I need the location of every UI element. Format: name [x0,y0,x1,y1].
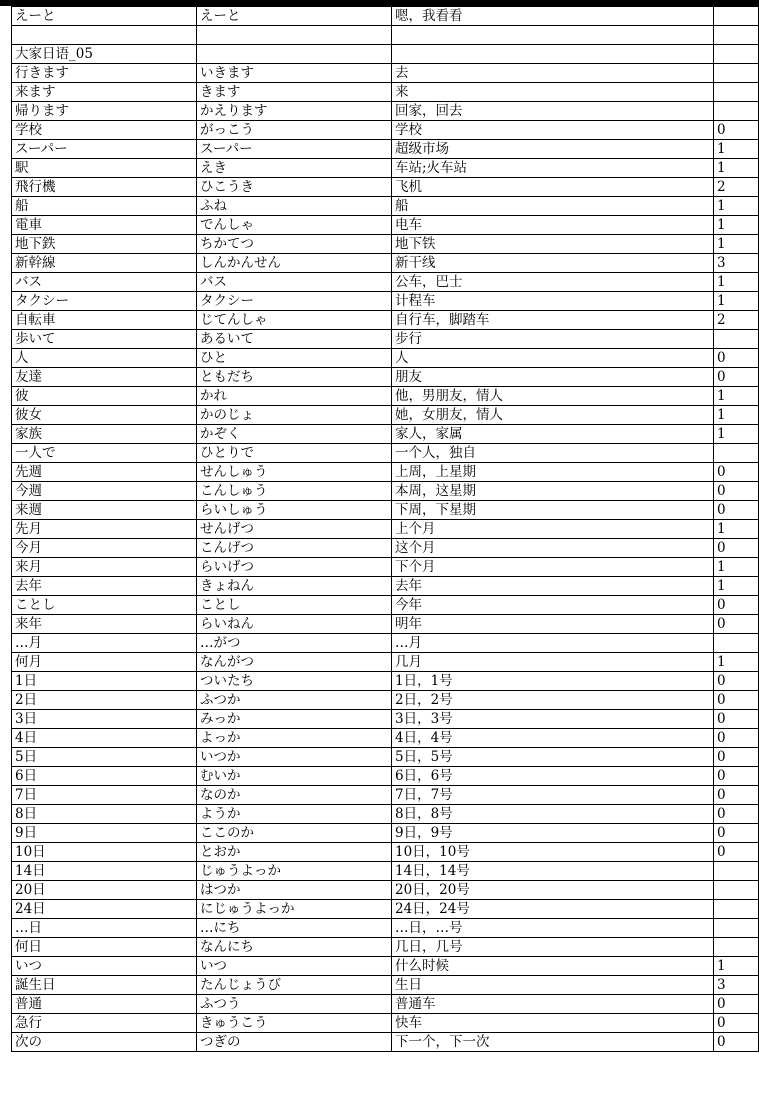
reading-cell[interactable]: かえります [197,102,392,121]
word-cell[interactable]: 今週 [12,482,197,501]
reading-cell[interactable]: むいか [197,767,392,786]
reading-cell[interactable]: きます [197,83,392,102]
reading-cell[interactable]: ちかてつ [197,235,392,254]
accent-cell[interactable]: 1 [714,387,759,406]
reading-cell[interactable]: つぎの [197,1033,392,1052]
accent-cell[interactable]: 0 [714,786,759,805]
word-cell[interactable]: 14日 [12,862,197,881]
word-cell[interactable]: 普通 [12,995,197,1014]
accent-cell[interactable]: 1 [714,425,759,444]
table-row [12,64,759,83]
accent-cell[interactable]: 0 [714,710,759,729]
accent-cell[interactable]: 0 [714,824,759,843]
accent-cell[interactable] [714,634,759,653]
accent-cell[interactable]: 0 [714,729,759,748]
table-row [12,539,759,558]
meaning-cell[interactable]: 6日，6号 [392,767,714,786]
reading-cell[interactable]: でんしゃ [197,216,392,235]
meaning-cell[interactable]: 新干线 [392,254,714,273]
reading-cell[interactable]: がっこう [197,121,392,140]
accent-cell[interactable] [714,45,759,64]
meaning-cell[interactable]: 20日，20号 [392,881,714,900]
accent-cell[interactable]: 0 [714,596,759,615]
word-cell[interactable]: 1日 [12,672,197,691]
table-row [12,729,759,748]
meaning-cell[interactable]: 快车 [392,1014,714,1033]
reading-cell[interactable]: いつか [197,748,392,767]
table-row [12,102,759,121]
table-row [12,26,759,45]
accent-cell[interactable]: 1 [714,197,759,216]
accent-cell[interactable]: 1 [714,159,759,178]
table-row [12,634,759,653]
word-cell[interactable]: 誕生日 [12,976,197,995]
word-cell[interactable]: 24日 [12,900,197,919]
word-cell[interactable]: 自転車 [12,311,197,330]
table-row [12,805,759,824]
word-cell[interactable]: 人 [12,349,197,368]
accent-cell[interactable] [714,900,759,919]
reading-cell[interactable]: ひと [197,349,392,368]
accent-cell[interactable]: 1 [714,957,759,976]
table-row [12,767,759,786]
accent-cell[interactable]: 0 [714,995,759,1014]
table-row [12,520,759,539]
meaning-cell[interactable]: 上个月 [392,520,714,539]
reading-cell[interactable]: たんじょうび [197,976,392,995]
table-row [12,786,759,805]
vocabulary-table [11,6,759,1052]
reading-cell[interactable]: いつ [197,957,392,976]
meaning-cell[interactable]: 学校 [392,121,714,140]
accent-cell[interactable] [714,83,759,102]
reading-cell[interactable]: ともだち [197,368,392,387]
table-row [12,406,759,425]
accent-cell[interactable] [714,26,759,45]
meaning-cell[interactable]: 嗯，我看看 [392,7,714,26]
meaning-cell[interactable]: 去年 [392,577,714,596]
accent-cell[interactable]: 0 [714,482,759,501]
word-cell[interactable]: 3日 [12,710,197,729]
reading-cell[interactable]: なんがつ [197,653,392,672]
word-cell[interactable]: 新幹線 [12,254,197,273]
table-body [12,7,759,1052]
word-cell[interactable]: 彼女 [12,406,197,425]
reading-cell[interactable]: きょねん [197,577,392,596]
word-cell[interactable]: 一人で [12,444,197,463]
reading-cell[interactable]: ようか [197,805,392,824]
reading-cell[interactable]: みっか [197,710,392,729]
reading-cell[interactable]: こんげつ [197,539,392,558]
word-cell[interactable]: 飛行機 [12,178,197,197]
meaning-cell[interactable]: 2日，2号 [392,691,714,710]
accent-cell[interactable]: 0 [714,349,759,368]
meaning-cell[interactable]: 家人，家属 [392,425,714,444]
reading-cell[interactable]: ことし [197,596,392,615]
meaning-cell[interactable]: 本周，这星期 [392,482,714,501]
table-row [12,197,759,216]
table-row [12,691,759,710]
reading-cell[interactable]: タクシー [197,292,392,311]
reading-cell[interactable]: あるいて [197,330,392,349]
table-row [12,881,759,900]
accent-cell[interactable]: 1 [714,406,759,425]
reading-cell[interactable] [197,45,392,64]
meaning-cell[interactable]: 下个月 [392,558,714,577]
word-cell[interactable]: 大家日语_05 [12,45,197,64]
word-cell[interactable]: 来ます [12,83,197,102]
meaning-cell[interactable]: 普通车 [392,995,714,1014]
word-cell[interactable]: 友達 [12,368,197,387]
accent-cell[interactable]: 0 [714,748,759,767]
word-cell[interactable]: バス [12,273,197,292]
meaning-cell[interactable]: 下一个，下一次 [392,1033,714,1052]
meaning-cell[interactable]: 去 [392,64,714,83]
table-row [12,957,759,976]
reading-cell[interactable]: とおか [197,843,392,862]
accent-cell[interactable] [714,862,759,881]
word-cell[interactable]: 9日 [12,824,197,843]
table-row [12,140,759,159]
table-row [12,216,759,235]
meaning-cell[interactable]: 14日，14号 [392,862,714,881]
word-cell[interactable]: 彼 [12,387,197,406]
meaning-cell[interactable]: 今年 [392,596,714,615]
table-row [12,938,759,957]
meaning-cell[interactable]: 9日，9号 [392,824,714,843]
word-cell[interactable]: タクシー [12,292,197,311]
meaning-cell[interactable]: 回家，回去 [392,102,714,121]
accent-cell[interactable]: 3 [714,254,759,273]
word-cell[interactable]: 家族 [12,425,197,444]
accent-cell[interactable]: 0 [714,1014,759,1033]
accent-cell[interactable]: 0 [714,463,759,482]
word-cell[interactable]: 先週 [12,463,197,482]
word-cell[interactable]: 来週 [12,501,197,520]
reading-cell[interactable] [197,26,392,45]
accent-cell[interactable]: 0 [714,539,759,558]
table-row [12,311,759,330]
table-row [12,45,759,64]
reading-cell[interactable]: ここのか [197,824,392,843]
meaning-cell[interactable]: …日，…号 [392,919,714,938]
meaning-cell[interactable]: 10日，10号 [392,843,714,862]
accent-cell[interactable]: 1 [714,235,759,254]
accent-cell[interactable]: 0 [714,805,759,824]
table-row [12,121,759,140]
accent-cell[interactable]: 1 [714,520,759,539]
reading-cell[interactable]: こんしゅう [197,482,392,501]
reading-cell[interactable]: せんしゅう [197,463,392,482]
word-cell[interactable]: 何日 [12,938,197,957]
word-cell[interactable]: 10日 [12,843,197,862]
accent-cell[interactable]: 1 [714,140,759,159]
table-row [12,292,759,311]
table-row [12,824,759,843]
meaning-cell[interactable]: 飞机 [392,178,714,197]
table-row [12,444,759,463]
accent-cell[interactable] [714,7,759,26]
reading-cell[interactable]: なんにち [197,938,392,957]
accent-cell[interactable] [714,919,759,938]
word-cell[interactable]: 地下鉄 [12,235,197,254]
meaning-cell[interactable]: 几日，几号 [392,938,714,957]
accent-cell[interactable]: 0 [714,615,759,634]
reading-cell[interactable]: らいしゅう [197,501,392,520]
meaning-cell[interactable]: 上周，上星期 [392,463,714,482]
meaning-cell[interactable]: 公车，巴士 [392,273,714,292]
meaning-cell[interactable]: 电车 [392,216,714,235]
table-row [12,919,759,938]
table-row [12,558,759,577]
word-cell[interactable]: スーパー [12,140,197,159]
reading-cell[interactable]: かれ [197,387,392,406]
table-row [12,976,759,995]
accent-cell[interactable]: 2 [714,178,759,197]
meaning-cell[interactable]: 人 [392,349,714,368]
vocabulary-sheet [11,6,759,1052]
reading-cell[interactable]: ついたち [197,672,392,691]
meaning-cell[interactable]: 步行 [392,330,714,349]
accent-cell[interactable]: 1 [714,292,759,311]
reading-cell[interactable]: スーパー [197,140,392,159]
word-cell[interactable]: 20日 [12,881,197,900]
word-cell[interactable]: いつ [12,957,197,976]
table-row [12,330,759,349]
accent-cell[interactable]: 1 [714,653,759,672]
table-row [12,425,759,444]
meaning-cell[interactable]: 什么时候 [392,957,714,976]
word-cell[interactable]: ことし [12,596,197,615]
reading-cell[interactable]: ひこうき [197,178,392,197]
word-cell[interactable]: 急行 [12,1014,197,1033]
reading-cell[interactable]: かぞく [197,425,392,444]
word-cell[interactable]: 次の [12,1033,197,1052]
accent-cell[interactable]: 1 [714,577,759,596]
meaning-cell[interactable]: 8日，8号 [392,805,714,824]
table-row [12,501,759,520]
meaning-cell[interactable]: 朋友 [392,368,714,387]
reading-cell[interactable]: えき [197,159,392,178]
meaning-cell[interactable]: 明年 [392,615,714,634]
table-row [12,615,759,634]
reading-cell[interactable]: にじゅうよっか [197,900,392,919]
meaning-cell[interactable]: 他，男朋友，情人 [392,387,714,406]
accent-cell[interactable]: 0 [714,121,759,140]
accent-cell[interactable] [714,938,759,957]
word-cell[interactable]: 帰ります [12,102,197,121]
accent-cell[interactable] [714,444,759,463]
meaning-cell[interactable]: 3日，3号 [392,710,714,729]
word-cell[interactable]: 来年 [12,615,197,634]
reading-cell[interactable]: えーと [197,7,392,26]
table-row [12,843,759,862]
reading-cell[interactable]: しんかんせん [197,254,392,273]
meaning-cell[interactable]: 生日 [392,976,714,995]
meaning-cell[interactable]: 7日，7号 [392,786,714,805]
reading-cell[interactable]: なのか [197,786,392,805]
reading-cell[interactable]: きゅうこう [197,1014,392,1033]
reading-cell[interactable]: らいげつ [197,558,392,577]
table-row [12,577,759,596]
accent-cell[interactable]: 1 [714,273,759,292]
word-cell[interactable]: 5日 [12,748,197,767]
accent-cell[interactable]: 0 [714,1033,759,1052]
word-cell[interactable]: 去年 [12,577,197,596]
table-row [12,387,759,406]
table-row [12,653,759,672]
reading-cell[interactable]: じゅうよっか [197,862,392,881]
word-cell[interactable]: 何月 [12,653,197,672]
word-cell[interactable]: …月 [12,634,197,653]
word-cell[interactable]: 8日 [12,805,197,824]
accent-cell[interactable]: 0 [714,501,759,520]
meaning-cell[interactable]: 她，女朋友，情人 [392,406,714,425]
table-row [12,178,759,197]
reading-cell[interactable]: バス [197,273,392,292]
reading-cell[interactable]: …がつ [197,634,392,653]
meaning-cell[interactable]: 车站;火车站 [392,159,714,178]
table-row [12,368,759,387]
accent-cell[interactable]: 2 [714,311,759,330]
table-row [12,83,759,102]
accent-cell[interactable]: 0 [714,767,759,786]
word-cell[interactable]: 行きます [12,64,197,83]
accent-cell[interactable]: 0 [714,672,759,691]
meaning-cell[interactable]: 下周，下星期 [392,501,714,520]
word-cell[interactable]: 7日 [12,786,197,805]
word-cell[interactable]: 2日 [12,691,197,710]
meaning-cell[interactable]: …月 [392,634,714,653]
meaning-cell[interactable]: 计程车 [392,292,714,311]
meaning-cell[interactable]: 24日，24号 [392,900,714,919]
reading-cell[interactable]: せんげつ [197,520,392,539]
table-row [12,254,759,273]
table-row [12,159,759,178]
table-row [12,349,759,368]
table-row [12,672,759,691]
word-cell[interactable]: 今月 [12,539,197,558]
reading-cell[interactable]: ふつか [197,691,392,710]
reading-cell[interactable]: らいねん [197,615,392,634]
reading-cell[interactable]: いきます [197,64,392,83]
accent-cell[interactable]: 1 [714,558,759,577]
accent-cell[interactable]: 0 [714,843,759,862]
accent-cell[interactable] [714,330,759,349]
reading-cell[interactable]: じてんしゃ [197,311,392,330]
word-cell[interactable]: 船 [12,197,197,216]
reading-cell[interactable]: かのじょ [197,406,392,425]
accent-cell[interactable] [714,64,759,83]
meaning-cell[interactable]: 自行车，脚踏车 [392,311,714,330]
word-cell[interactable]: 6日 [12,767,197,786]
accent-cell[interactable]: 3 [714,976,759,995]
meaning-cell[interactable]: 几月 [392,653,714,672]
table-row [12,235,759,254]
reading-cell[interactable]: ふね [197,197,392,216]
table-row [12,596,759,615]
word-cell[interactable]: 歩いて [12,330,197,349]
table-row [12,710,759,729]
word-cell[interactable]: 電車 [12,216,197,235]
word-cell[interactable]: 先月 [12,520,197,539]
table-row [12,273,759,292]
word-cell[interactable] [12,26,197,45]
reading-cell[interactable]: はつか [197,881,392,900]
accent-cell[interactable]: 0 [714,691,759,710]
table-row [12,862,759,881]
accent-cell[interactable]: 0 [714,368,759,387]
reading-cell[interactable]: …にち [197,919,392,938]
meaning-cell[interactable]: 船 [392,197,714,216]
meaning-cell[interactable]: 5日，5号 [392,748,714,767]
word-cell[interactable]: …日 [12,919,197,938]
meaning-cell[interactable]: 4日，4号 [392,729,714,748]
table-row [12,482,759,501]
meaning-cell[interactable]: 来 [392,83,714,102]
word-cell[interactable]: えーと [12,7,197,26]
accent-cell[interactable]: 1 [714,216,759,235]
accent-cell[interactable] [714,102,759,121]
table-row [12,900,759,919]
meaning-cell[interactable]: 超级市场 [392,140,714,159]
meaning-cell[interactable] [392,26,714,45]
meaning-cell[interactable]: 这个月 [392,539,714,558]
word-cell[interactable]: 駅 [12,159,197,178]
reading-cell[interactable]: ひとりで [197,444,392,463]
table-row [12,1014,759,1033]
meaning-cell[interactable] [392,45,714,64]
table-row [12,995,759,1014]
meaning-cell[interactable]: 地下铁 [392,235,714,254]
table-row [12,463,759,482]
word-cell[interactable]: 来月 [12,558,197,577]
meaning-cell[interactable]: 一个人，独自 [392,444,714,463]
word-cell[interactable]: 4日 [12,729,197,748]
reading-cell[interactable]: よっか [197,729,392,748]
table-row [12,748,759,767]
reading-cell[interactable]: ふつう [197,995,392,1014]
word-cell[interactable]: 学校 [12,121,197,140]
accent-cell[interactable] [714,881,759,900]
table-row [12,1033,759,1052]
table-row [12,7,759,26]
meaning-cell[interactable]: 1日，1号 [392,672,714,691]
